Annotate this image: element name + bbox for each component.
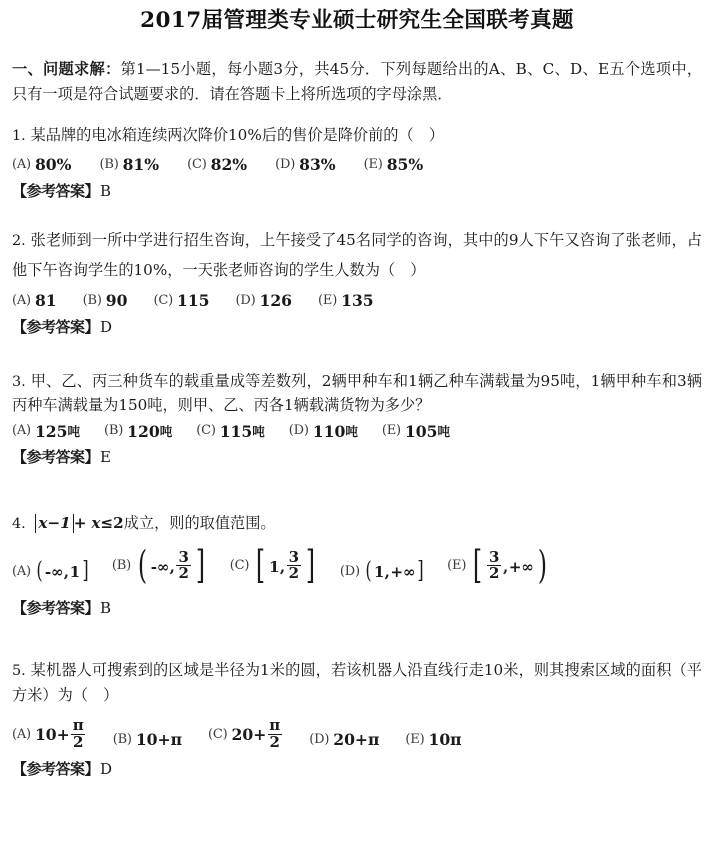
question-5-options (12, 716, 702, 752)
interval-body (268, 547, 303, 584)
answer-letter: D (100, 317, 113, 336)
option-a-label: (A) (12, 563, 31, 579)
answer-tag: 【参考答案】 (12, 448, 100, 467)
interval-lower: -∞ (150, 557, 170, 576)
interval-body (150, 547, 193, 584)
option-a-label: (A) (12, 293, 31, 309)
question-1-answer (12, 180, 702, 203)
question-5-stem (12, 658, 702, 710)
interval-upper: +∞ (390, 563, 416, 582)
option-c-label: (C) (208, 727, 228, 743)
option-e-label: (E) (363, 156, 383, 172)
left-delimiter: ( (137, 543, 147, 588)
question-1 (12, 123, 702, 202)
question-3 (12, 370, 702, 468)
answer-tag: 【参考答案】 (12, 317, 100, 336)
option-b-unit: 吨 (159, 423, 173, 439)
left-delimiter: ( (365, 558, 372, 585)
option-c-value: 115 (219, 421, 253, 441)
fraction-denominator: 2 (489, 564, 500, 583)
relation-operator: ≤ (100, 513, 114, 532)
option-d[interactable] (289, 421, 358, 444)
interval-comma: , (169, 557, 175, 576)
option-b-base: 10+π (135, 730, 182, 750)
option-a[interactable] (12, 154, 71, 177)
question-4 (12, 511, 702, 620)
interval-comma: , (279, 557, 286, 576)
question-1-stem (12, 123, 702, 149)
interval-lower: 1 (373, 563, 385, 582)
left-delimiter: [ (473, 543, 483, 588)
question-3-answer (12, 446, 702, 469)
interval-body (44, 561, 81, 583)
option-d-label: (D) (309, 732, 330, 747)
question-2-number: 2. (12, 233, 26, 250)
option-c-value: 115 (176, 291, 210, 311)
question-1-text: 某品牌的电冰箱连续两次降价10%后的售价是降价前的（ ） (30, 126, 445, 145)
question-1-number: 1. (12, 128, 26, 145)
option-d-label: (D) (339, 563, 360, 579)
option-b[interactable] (83, 290, 128, 313)
option-d-label: (D) (235, 293, 256, 309)
option-b-value: 81% (122, 154, 160, 174)
option-a-unit: 吨 (67, 423, 81, 439)
right-delimiter: ] (195, 543, 205, 588)
question-2-answer (12, 316, 702, 339)
interval-lower: 1 (269, 557, 280, 576)
right-delimiter: ] (305, 543, 316, 588)
option-b[interactable] (111, 543, 208, 588)
question-2-text: 张老师到一所中学进行招生咨询，上午接受了45名同学的咨询，其中的9人下午又咨询了张老师，占他下午咨询学生的10%，一天张老师咨询的学生人数为（ ） (12, 231, 702, 279)
fraction (487, 547, 501, 583)
option-a[interactable] (12, 290, 57, 313)
fraction-denominator: 2 (288, 564, 300, 583)
option-c-unit: 吨 (252, 423, 265, 439)
interval-upper: 1 (69, 563, 80, 582)
answer-letter: B (100, 181, 112, 200)
option-e-value: 135 (341, 291, 374, 311)
option-d-label: (D) (275, 156, 296, 172)
question-5 (12, 658, 702, 781)
interval-body (373, 561, 416, 583)
question-4-stem (12, 511, 702, 537)
fraction-numerator: 3 (288, 547, 300, 566)
left-delimiter: ( (36, 558, 43, 585)
option-e-label: (E) (381, 423, 401, 439)
section-intro-body: 第1—15小题，每小题3分，共45分．下列每题给出的A、B、C、D、E五个选项中，只有一项是符合试题要求的．请在答题卡上将所选项的字母涂黑． (12, 59, 703, 103)
question-5-answer (12, 758, 702, 781)
option-d-value: 83% (299, 154, 336, 174)
option-e[interactable] (364, 154, 424, 177)
answer-letter: E (100, 448, 111, 467)
option-e[interactable] (382, 421, 450, 444)
option-c-label: (C) (196, 423, 216, 439)
option-a-value: 81 (34, 291, 57, 311)
option-a-label: (A) (12, 156, 31, 172)
question-4-number: 4. (12, 515, 26, 532)
fraction (267, 718, 282, 751)
option-a-interval (35, 558, 90, 585)
right-delimiter: ] (82, 558, 89, 585)
fraction-denominator: 2 (72, 732, 84, 751)
option-b[interactable] (113, 729, 182, 752)
option-b-label: (B) (82, 293, 102, 309)
option-b-value: 90 (105, 291, 128, 311)
option-a-value: 125 (34, 421, 68, 441)
option-b-interval (135, 543, 208, 588)
question-4-answer (12, 597, 702, 620)
option-c-base: 20+ (231, 725, 267, 745)
section-lead-label: 一、问题求解： (12, 59, 121, 78)
answer-tag: 【参考答案】 (12, 181, 100, 200)
option-d-label: (D) (288, 423, 309, 439)
option-a[interactable] (12, 558, 90, 585)
option-a-label: (A) (12, 423, 31, 439)
question-4-text: 成立，则的取值范围。 (123, 513, 276, 532)
option-d-value: 126 (259, 291, 293, 311)
interval-lower: -∞ (44, 563, 64, 582)
question-2-stem (12, 226, 702, 285)
fraction (176, 547, 190, 583)
option-e-interval (470, 543, 549, 588)
option-e-label: (E) (318, 293, 338, 309)
option-c-label: (C) (229, 558, 250, 574)
fraction-numerator: π (72, 716, 84, 735)
interval-comma: , (63, 563, 70, 582)
right-hand-side: 2 (113, 513, 124, 532)
option-c[interactable] (229, 543, 318, 588)
option-d[interactable] (309, 729, 379, 752)
fraction-numerator: 3 (489, 547, 500, 566)
option-d-interval (364, 558, 425, 585)
interval-upper: +∞ (508, 557, 534, 576)
fraction-denominator: 2 (269, 732, 280, 751)
option-a[interactable] (12, 421, 80, 444)
option-d[interactable] (275, 154, 336, 177)
plus-operator: + (73, 513, 87, 532)
fraction-denominator: 2 (178, 564, 189, 583)
absolute-value-expression (35, 514, 73, 533)
option-e-value: 85% (386, 154, 424, 174)
option-c-value: 82% (210, 154, 248, 174)
interval-body (485, 547, 535, 584)
interval-comma: , (502, 557, 509, 576)
abs-body: x−1 (38, 513, 71, 532)
option-a-value: 80% (34, 154, 72, 174)
section-intro (12, 57, 702, 106)
answer-tag: 【参考答案】 (12, 599, 100, 618)
option-b-label: (B) (99, 156, 119, 172)
option-c-interval (253, 543, 318, 588)
option-e-unit: 吨 (437, 423, 450, 439)
question-2-options (12, 290, 702, 313)
left-delimiter: [ (256, 543, 266, 588)
interval-comma: , (384, 563, 390, 582)
question-4-options (12, 543, 702, 588)
option-d[interactable] (339, 558, 425, 585)
option-b-value: 120 (127, 421, 160, 441)
option-e-label: (E) (405, 732, 425, 747)
answer-letter: D (100, 759, 113, 778)
option-d-base: 20+π (333, 730, 380, 750)
option-d-value: 110 (312, 421, 346, 441)
option-a[interactable] (12, 716, 87, 752)
question-2 (12, 226, 702, 338)
option-d-unit: 吨 (345, 423, 358, 439)
option-b[interactable] (99, 154, 159, 177)
option-e-base: 10π (428, 730, 462, 750)
fraction-numerator: 3 (178, 547, 189, 566)
option-c[interactable] (153, 290, 209, 313)
fraction (287, 547, 301, 583)
question-1-options (12, 154, 702, 177)
question-3-options (12, 421, 702, 444)
option-a-base: 10+ (34, 725, 70, 745)
right-delimiter: ] (417, 558, 424, 585)
answer-tag: 【参考答案】 (12, 759, 100, 778)
question-3-text: 甲、乙、丙三种货车的载重量成等差数列，2辆甲种车和1辆乙种车满载量为95吨，1辆甲种车和3辆丙种车满载量为150吨，则甲、乙、丙各1辆载满货物为多少？ (12, 372, 703, 415)
option-e[interactable] (405, 729, 461, 752)
option-b[interactable] (104, 421, 172, 444)
question-3-number: 3. (12, 374, 26, 391)
option-a-label: (A) (12, 727, 31, 743)
option-c[interactable] (187, 154, 247, 177)
option-e-label: (E) (447, 558, 467, 574)
option-c[interactable] (196, 421, 265, 444)
right-delimiter: ) (537, 543, 547, 588)
question-5-text: 某机器人可搜索到的区域是半径为1米的圆，若该机器人沿直线行走10米，则其搜索区域的面积（平方米）为（ ） (12, 660, 702, 705)
question-3-stem (12, 370, 702, 417)
option-c-label: (C) (187, 156, 207, 172)
answer-letter: B (100, 599, 112, 618)
option-e[interactable] (447, 543, 549, 588)
fraction-numerator: π (269, 716, 281, 735)
option-e-value: 105 (404, 421, 438, 441)
question-5-number: 5. (12, 662, 26, 679)
option-e[interactable] (318, 290, 374, 313)
option-b-label: (B) (111, 558, 131, 574)
option-d[interactable] (236, 290, 293, 313)
fraction (71, 718, 86, 751)
option-c-label: (C) (153, 293, 173, 309)
page-title: 2017届管理类专业硕士研究生全国联考真题 (140, 8, 574, 33)
option-b-label: (B) (104, 423, 124, 439)
option-c[interactable] (208, 716, 283, 752)
variable-x: x (91, 513, 101, 532)
option-b-label: (B) (112, 732, 132, 747)
